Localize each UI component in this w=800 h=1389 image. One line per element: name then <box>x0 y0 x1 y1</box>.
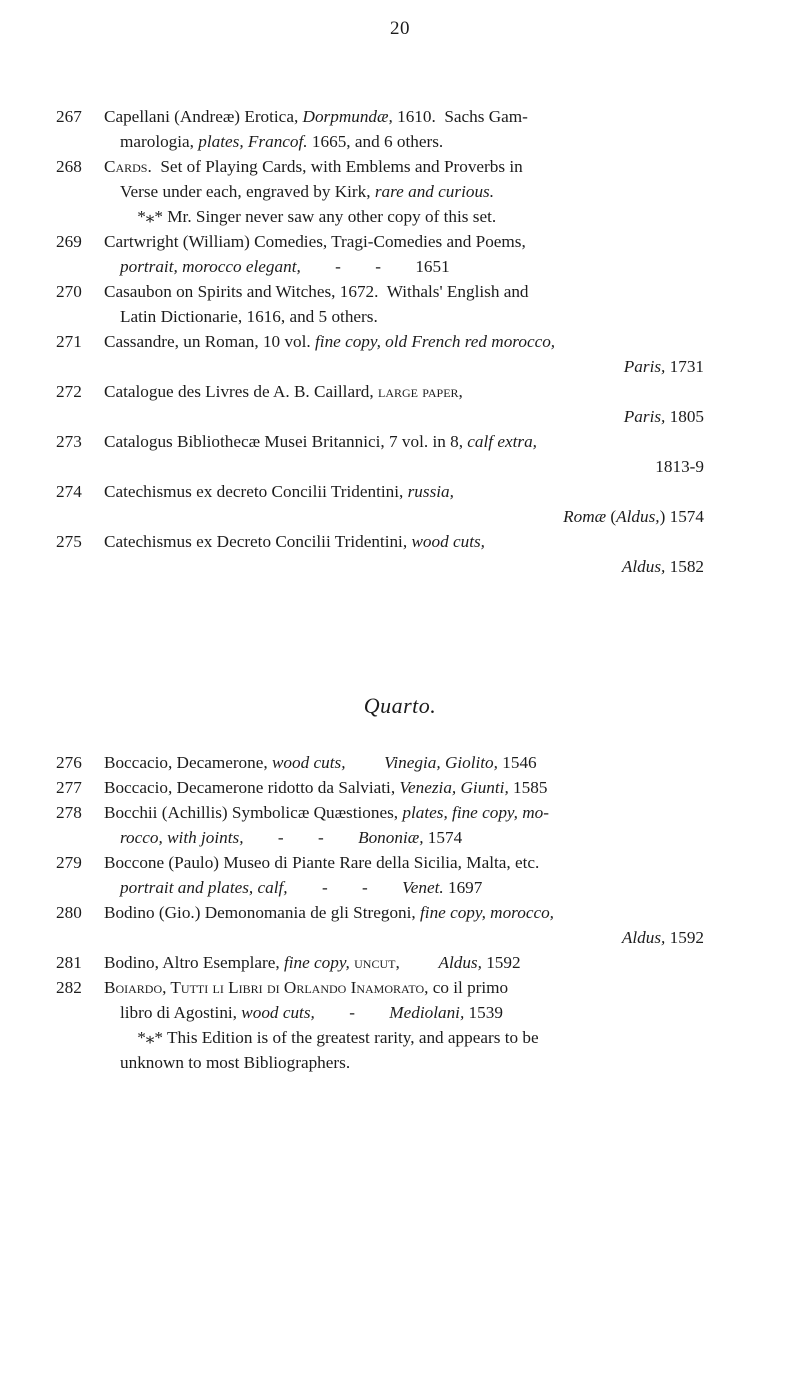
entry-line: portrait and plates, calf, - - Venet. 1697 <box>120 878 483 897</box>
entry-title-line: Cards. Set of Playing Cards, with Emblems and Proverbs in <box>104 157 523 176</box>
lot-number: 276 <box>56 753 82 772</box>
entry-imprint: Aldus, 1592 <box>621 928 704 947</box>
italic-text: Bononiæ, <box>358 828 424 847</box>
italic-text: Aldus, <box>438 953 482 972</box>
italic-text: Venet. <box>402 878 444 897</box>
italic-text: russia, <box>407 482 454 501</box>
entry-title-line: Catalogus Bibliothecæ Musei Britannici, 7 vol. in 8, calf extra, <box>104 432 537 451</box>
entry-line: Verse under each, engraved by Kirk, rare and curious. <box>120 182 495 201</box>
lot-number: 270 <box>56 282 82 301</box>
catalogue-section-quarto <box>0 750 800 1075</box>
page-number: 20 <box>390 18 410 39</box>
entry-line: unknown to most Bibliographers. <box>120 1053 351 1072</box>
catalogue-entry <box>0 850 704 900</box>
entry-title-line: Bodino, Altro Esemplare, fine copy, uncut, Aldus, 1592 <box>104 953 521 972</box>
italic-text: plates, fine copy, mo- <box>402 803 549 822</box>
entry-title-line: Boccacio, Decamerone, wood cuts, Vinegia, Giolito, 1546 <box>104 753 537 772</box>
lot-number: 272 <box>56 382 82 401</box>
catalogue-entry <box>0 975 704 1075</box>
italic-text: Dorpmundæ, <box>302 107 393 126</box>
entry-imprint: Paris, 1805 <box>623 407 704 426</box>
entry-title-line: Cartwright (William) Comedies, Tragi-Comedies and Poems, <box>104 232 526 251</box>
italic-text: rocco, with joints, <box>120 828 244 847</box>
lot-number: 271 <box>56 332 82 351</box>
italic-text: Romæ <box>563 507 607 526</box>
entry-line: rocco, with joints, - - Bononiæ, 1574 <box>120 828 463 847</box>
entry-title-line: Cassandre, un Roman, 10 vol. fine copy, old French red morocco, <box>104 332 556 351</box>
lot-number: 275 <box>56 532 82 551</box>
entry-title-line: Boccacio, Decamerone ridotto da Salviati, Venezia, Giunti, 1585 <box>104 778 548 797</box>
catalogue-entry <box>0 104 704 154</box>
italic-text: Aldus, <box>621 557 666 576</box>
italic-text: Paris, <box>623 407 666 426</box>
entry-line: portrait, morocco elegant, - - 1651 <box>120 257 450 276</box>
small-caps-text: large paper, <box>377 382 463 401</box>
catalogue-entry <box>0 750 704 775</box>
catalogue-entry <box>0 775 704 800</box>
italic-text: fine copy, morocco, <box>420 903 554 922</box>
small-caps-text: Cards. <box>104 157 152 176</box>
italic-text: Mediolani, <box>389 1003 465 1022</box>
catalogue-entry <box>0 154 704 229</box>
italic-text: wood cuts, <box>271 753 346 772</box>
catalogue-entry <box>0 900 704 950</box>
lot-number: 279 <box>56 853 82 872</box>
italic-text: Aldus, <box>616 507 660 526</box>
italic-text: Paris, <box>623 357 666 376</box>
italic-text: wood cuts, <box>241 1003 315 1022</box>
entry-line: *⁎* Mr. Singer never saw any other copy of this set. <box>120 207 497 226</box>
lot-number: 274 <box>56 482 82 501</box>
catalogue-entry <box>0 379 704 429</box>
entry-title-line: Boccone (Paulo) Museo di Piante Rare della Sicilia, Malta, etc. <box>104 853 540 872</box>
italic-text: rare and curious. <box>374 182 495 201</box>
lot-number: 278 <box>56 803 82 822</box>
catalogue-entry <box>0 950 704 975</box>
italic-text: plates, Francof. <box>198 132 308 151</box>
lot-number: 268 <box>56 157 82 176</box>
catalogue-entry <box>0 800 704 850</box>
entry-title-line: Boiardo, Tutti li Libri di Orlando Inamorato, co il primo <box>104 978 509 997</box>
entry-line: marologia, plates, Francof. 1665, and 6 others. <box>120 132 444 151</box>
lot-number: 269 <box>56 232 82 251</box>
entry-line: *⁎* This Edition is of the greatest rarity, and appears to be <box>120 1028 539 1047</box>
section-heading: Quarto. <box>363 693 437 718</box>
italic-text: fine copy, old French red morocco, <box>315 332 556 351</box>
entry-title-line: Casaubon on Spirits and Witches, 1672. Withals' English and <box>104 282 529 301</box>
catalogue-entry <box>0 429 704 479</box>
entry-imprint: Paris, 1731 <box>623 357 704 376</box>
lot-number: 277 <box>56 778 82 797</box>
catalogue-entry <box>0 479 704 529</box>
lot-number: 281 <box>56 953 82 972</box>
catalogue-section-octavo <box>0 104 800 579</box>
italic-text: Vinegia, Giolito, <box>384 753 498 772</box>
entry-line: Latin Dictionarie, 1616, and 5 others. <box>120 307 378 326</box>
italic-text: portrait and plates, calf, <box>120 878 288 897</box>
entry-title-line: Capellani (Andreæ) Erotica, Dorpmundæ, 1610. Sachs Gam- <box>104 107 528 126</box>
catalogue-entry <box>0 229 704 279</box>
entry-imprint: Aldus, 1582 <box>621 557 704 576</box>
lot-number: 280 <box>56 903 82 922</box>
italic-text: calf extra, <box>467 432 537 451</box>
lot-number: 282 <box>56 978 82 997</box>
entry-imprint: Romæ (Aldus,) 1574 <box>563 507 704 526</box>
lot-number: 267 <box>56 107 82 126</box>
italic-text: Venezia, Giunti, <box>399 778 509 797</box>
italic-text: fine copy, <box>283 953 350 972</box>
entry-title-line: Bodino (Gio.) Demonomania de gli Stregoni, fine copy, morocco, <box>104 903 554 922</box>
lot-number: 273 <box>56 432 82 451</box>
entry-imprint: 1813-9 <box>655 457 704 476</box>
entry-title-line: Catechismus ex decreto Concilii Tridentini, russia, <box>104 482 454 501</box>
italic-text: portrait, morocco elegant, <box>120 257 301 276</box>
entry-title-line: Catalogue des Livres de A. B. Caillard, large paper, <box>104 382 463 401</box>
small-caps-text: uncut, <box>354 953 400 972</box>
entry-line: libro di Agostini, wood cuts, - Mediolani, 1539 <box>120 1003 503 1022</box>
entry-title-line: Catechismus ex Decreto Concilii Tridentini, wood cuts, <box>104 532 485 551</box>
small-caps-text: Boiardo, Tutti li Libri di Orlando Inamorato, <box>104 978 429 997</box>
catalogue-entry <box>0 279 704 329</box>
italic-text: wood cuts, <box>411 532 485 551</box>
catalogue-entry <box>0 529 704 579</box>
italic-text: Aldus, <box>621 928 666 947</box>
entry-title-line: Bocchii (Achillis) Symbolicæ Quæstiones, plates, fine copy, mo- <box>104 803 549 822</box>
catalogue-entry <box>0 329 704 379</box>
